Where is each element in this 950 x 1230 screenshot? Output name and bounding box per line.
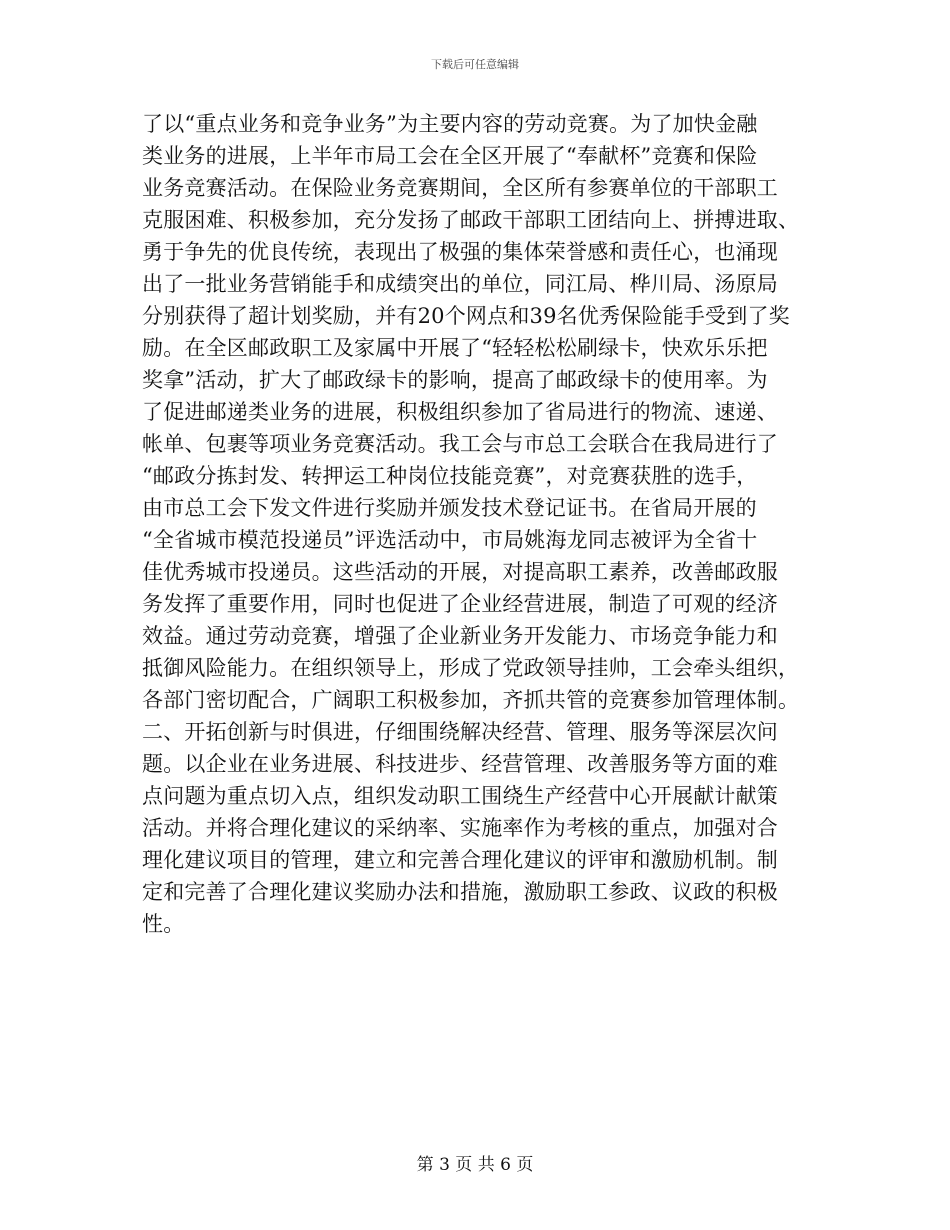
- body-text-line: 题。以企业在业务进展、科技进步、经营管理、改善服务等方面的难: [142, 752, 778, 776]
- body-text-line: 定和完善了合理化建议奖励办法和措施，激励职工参政、议政的积极: [142, 880, 778, 904]
- body-text-line: 理化建议项目的管理，建立和完善合理化建议的评审和激励机制。制: [142, 848, 778, 872]
- body-text-line: 勇于争先的优良传统，表现出了极强的集体荣誉感和责任心，也涌现: [142, 240, 778, 264]
- body-text-line: 抵御风险能力。在组织领导上，形成了党政领导挂帅，工会牵头组织，: [142, 656, 800, 680]
- body-text-line: 类业务的进展，上半年市局工会在全区开展了“奉献杯”竞赛和保险: [142, 144, 758, 168]
- body-text-line: 佳优秀城市投递员。这些活动的开展，对提高职工素养，改善邮政服: [142, 560, 778, 584]
- body-text-line: 克服困难、积极参加，充分发扬了邮政干部职工团结向上、拼搏进取、: [142, 208, 800, 232]
- body-text-line: 业务竞赛活动。在保险业务竞赛期间，全区所有参赛单位的干部职工: [142, 176, 778, 200]
- body-text-line: 活动。并将合理化建议的采纳率、实施率作为考核的重点，加强对合: [142, 816, 778, 840]
- body-text-line: 点问题为重点切入点，组织发动职工围绕生产经营中心开展献计献策: [142, 784, 778, 808]
- body-text-line: 务发挥了重要作用，同时也促进了企业经营进展，制造了可观的经济: [142, 592, 778, 616]
- body-text-line: 帐单、包裹等项业务竞赛活动。我工会与市总工会联合在我局进行了: [142, 432, 778, 456]
- body-text-line: 性。: [142, 912, 185, 936]
- body-text-line: 出了一批业务营销能手和成绩突出的单位，同江局、桦川局、汤原局: [142, 272, 778, 296]
- body-text-line: 各部门密切配合，广阔职工积极参加，齐抓共管的竞赛参加管理体制。: [142, 688, 800, 712]
- body-text-line: 由市总工会下发文件进行奖励并颁发技术登记证书。在省局开展的: [142, 496, 757, 520]
- body-text-line: 奖拿”活动，扩大了邮政绿卡的影响，提高了邮政绿卡的使用率。为: [142, 368, 768, 392]
- body-text-line: 了促进邮递类业务的进展，积极组织参加了省局进行的物流、速递、: [142, 400, 778, 424]
- body-text-line: 励。在全区邮政职工及家属中开展了“轻轻松松刷绿卡，快欢乐乐把: [142, 336, 768, 360]
- page-header: 下载后可任意编辑: [431, 58, 519, 71]
- body-text-line: 二、开拓创新与时俱进，仔细围绕解决经营、管理、服务等深层次问: [142, 720, 778, 744]
- document-body: [142, 108, 822, 940]
- body-text-line: “全省城市模范投递员”评选活动中，市局姚海龙同志被评为全省十: [142, 528, 758, 552]
- body-text-line: “邮政分拣封发、转押运工种岗位技能竞赛”，对竞赛获胜的选手，: [142, 464, 758, 488]
- body-text-line: 效益。通过劳动竞赛，增强了企业新业务开发能力、市场竞争能力和: [142, 624, 778, 648]
- body-text-line: 了以“重点业务和竞争业务”为主要内容的劳动竞赛。为了加快金融: [142, 112, 758, 136]
- body-text-line: 分别获得了超计划奖励，并有20个网点和39名优秀保险能手受到了奖: [142, 304, 790, 328]
- page-number: 第 3 页 共 6 页: [416, 1155, 534, 1175]
